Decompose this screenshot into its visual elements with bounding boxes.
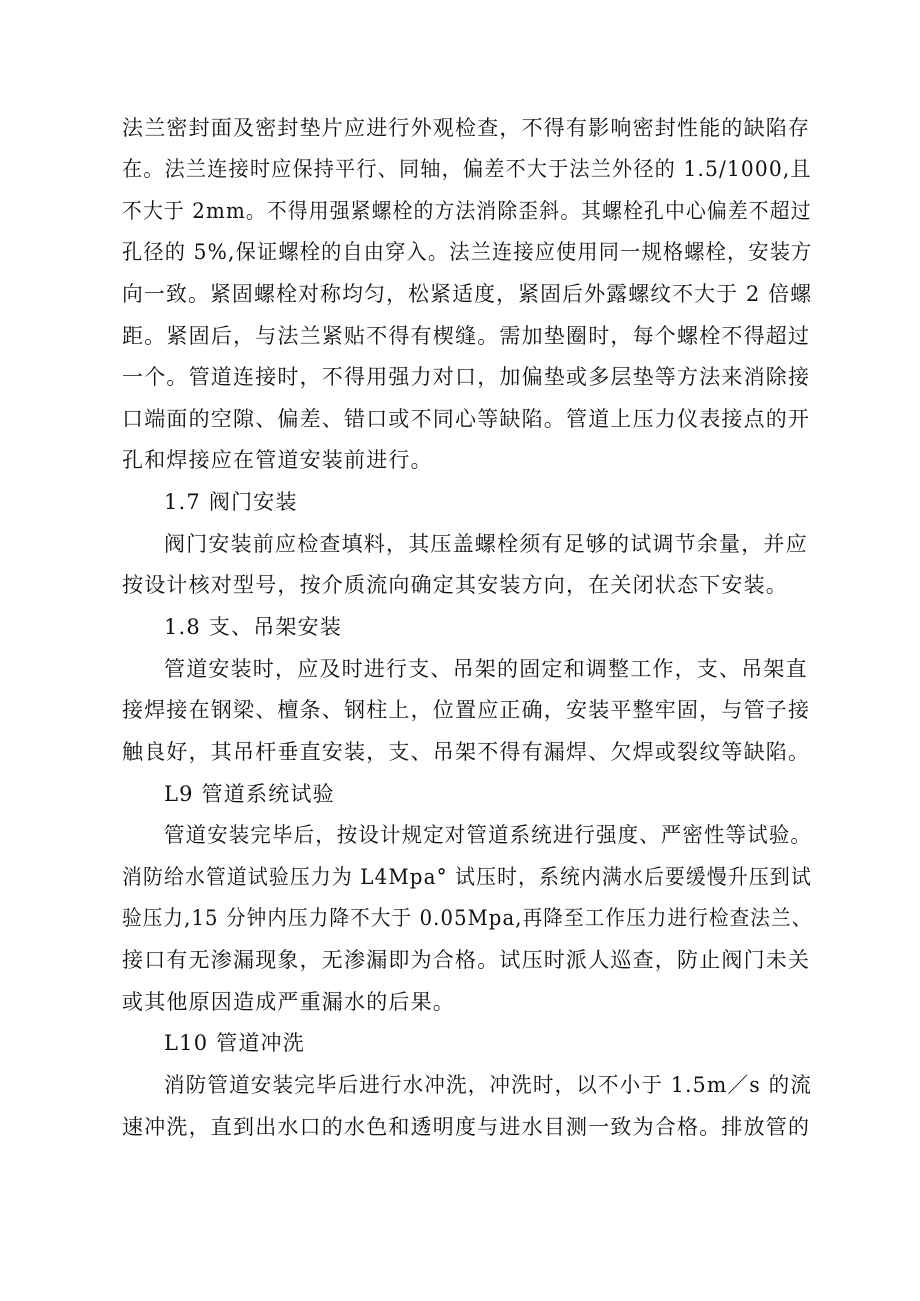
- text-line: 触良好，其吊杆垂直安装，支、吊架不得有漏焊、欠焊或裂纹等缺陷。: [122, 740, 811, 764]
- text-line: 在。法兰连接时应保持平行、同轴，偏差不大于法兰外径的 1.5/1000,且: [122, 157, 812, 181]
- text-line: 孔径的 5%,保证螺栓的自由穿入。法兰连接应使用同一规格螺栓，安装方: [122, 240, 813, 264]
- text-line: 管道安装时，应及时进行支、吊架的固定和调整工作，支、吊架直: [164, 657, 808, 681]
- text-line: 一个。管道连接时，不得用强力对口，加偏垫或多层垫等方法来消除接: [122, 365, 811, 389]
- text-line: 接焊接在钢梁、檀条、钢柱上，位置应正确，安装平整牢固，与管子接: [122, 698, 811, 722]
- section-heading: 1.7 阀门安装: [164, 490, 298, 514]
- text-line: 接口有无渗漏现象，无渗漏即为合格。试压时派人巡查，防止阀门未关: [122, 948, 811, 972]
- text-line: 按设计核对型号，按介质流向确定其安装方向，在关闭状态下安装。: [122, 573, 788, 597]
- text-line: 管道安装完毕后，按设计规定对管道系统进行强度、严密性等试验。: [164, 823, 813, 847]
- text-line: 速冲洗，直到出水口的水色和透明度与进水目测一致为合格。排放管的: [122, 1115, 811, 1139]
- text-line: 向一致。紧固螺栓对称均匀，松紧适度，紧固后外露螺纹不大于 2 倍螺: [122, 282, 813, 306]
- text-line: 阀门安装前应检查填料，其压盖螺栓须有足够的试调节余量，并应: [164, 532, 808, 556]
- text-line: 法兰密封面及密封垫片应进行外观检查，不得有影响密封性能的缺陷存: [122, 116, 811, 140]
- text-line: 口端面的空隙、偏差、错口或不同心等缺陷。管道上压力仪表接点的开: [122, 407, 811, 431]
- section-heading: L10 管道冲洗: [164, 1031, 305, 1055]
- text-line: 消防管道安装完毕后进行水冲洗，冲洗时，以不小于 1.5m／s 的流: [164, 1073, 813, 1097]
- text-line: 消防给水管道试验压力为 L4Mpa° 试压时，系统内满水后要缓慢升压到试: [122, 865, 812, 889]
- text-line: 验压力,15 分钟内压力降不大于 0.05Mpa,再降至工作压力进行检查法兰、: [122, 906, 813, 930]
- section-heading: L9 管道系统试验: [164, 782, 335, 806]
- text-line: 或其他原因造成严重漏水的后果。: [122, 990, 455, 1014]
- text-line: 孔和焊接应在管道安装前进行。: [122, 448, 433, 472]
- section-heading: 1.8 支、吊架安装: [164, 615, 343, 639]
- text-line: 距。紧固后，与法兰紧贴不得有楔缝。需加垫圈时，每个螺栓不得超过: [122, 324, 811, 348]
- text-line: 不大于 2mm。不得用强紧螺栓的方法消除歪斜。其螺栓孔中心偏差不超过: [122, 199, 812, 223]
